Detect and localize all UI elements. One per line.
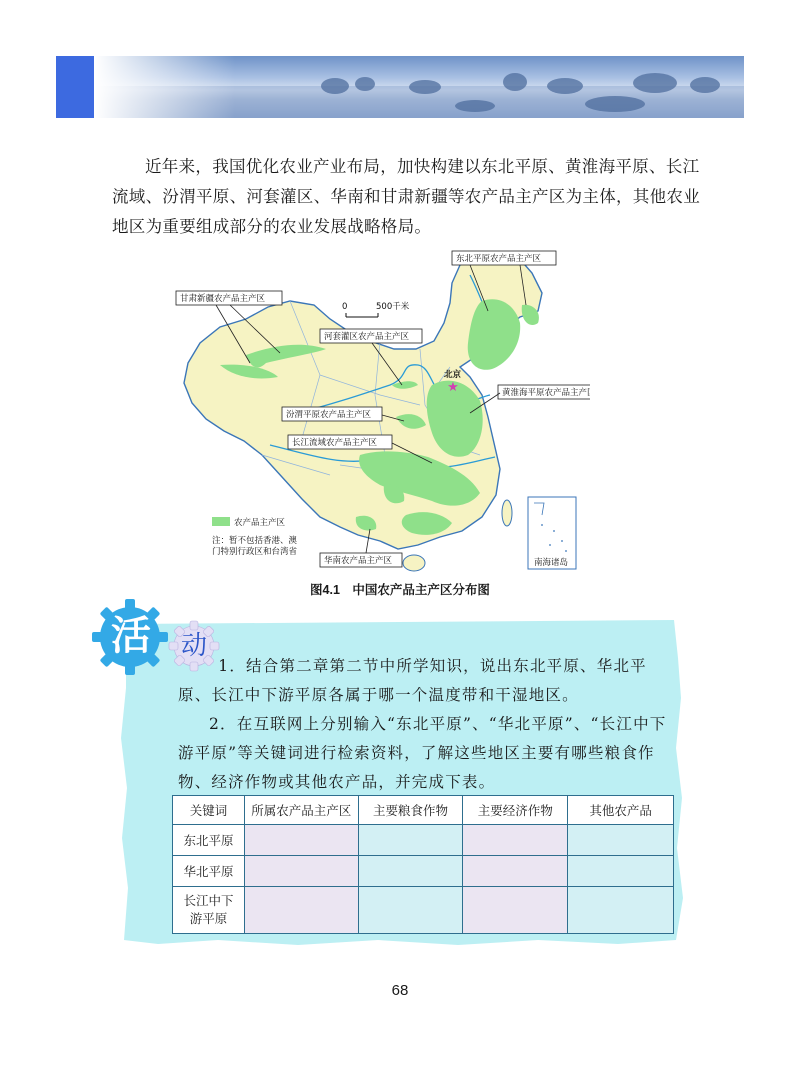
answer-cell[interactable] <box>568 887 674 934</box>
label-yangtze: 长江流域农产品主产区 <box>292 438 378 448</box>
answer-cell[interactable] <box>358 825 463 856</box>
answer-cell[interactable] <box>463 856 568 887</box>
table-header: 关键词 <box>173 796 245 825</box>
activity-badge-small: 动 <box>180 631 207 661</box>
table-header-row <box>173 796 674 825</box>
answer-cell[interactable] <box>244 856 358 887</box>
answer-cell[interactable] <box>568 825 674 856</box>
hainan-island <box>403 555 425 571</box>
table-row <box>173 825 674 856</box>
answer-cell[interactable] <box>358 856 463 887</box>
header-landscape-image <box>95 56 744 118</box>
table-header: 主要经济作物 <box>463 796 568 825</box>
activity-text <box>178 652 678 797</box>
page-number: 68 <box>391 982 409 999</box>
answer-cell[interactable] <box>358 887 463 934</box>
row-keyword: 华北平原 <box>173 856 245 887</box>
label-gansu-xinjiang: 甘肃新疆农产品主产区 <box>180 294 266 304</box>
table-header: 其他农产品 <box>568 796 674 825</box>
scale-zero: 0 <box>342 302 348 312</box>
china-agriculture-map <box>170 245 590 580</box>
intro-paragraph: 近年来，我国优化农业产业布局，加快构建以东北平原、黄淮海平原、长江流域、汾渭平原、河套灌区、华南和甘肃新疆等农产品主产区为主体，其他农业地区为重要组成部分的农业发展战略格局。 <box>112 157 700 236</box>
activity-item-2: 2．在互联网上分别输入“东北平原”、“华北平原”、“长江中下游平原”等关键词进行检索资料，了解这些地区主要有哪些粮食作物、经济作物或其他农产品，并完成下表。 <box>178 715 667 791</box>
table-header: 所属农产品主产区 <box>244 796 358 825</box>
row-keyword: 长江中下游平原 <box>173 887 245 934</box>
inset-label: 南海诸岛 <box>534 558 569 568</box>
label-south: 华南农产品主产区 <box>324 556 393 566</box>
row-keyword: 东北平原 <box>173 825 245 856</box>
map-note-line1: 注：暂不包括香港、澳 <box>212 536 298 546</box>
map-note-line2: 门特别行政区和台湾省 <box>212 547 298 557</box>
table-row <box>173 856 674 887</box>
answer-cell[interactable] <box>568 856 674 887</box>
capital-label: 北京 <box>444 370 462 380</box>
label-fenwei: 汾渭平原农产品主产区 <box>286 410 372 420</box>
activity-table <box>172 795 674 934</box>
legend-label: 农产品主产区 <box>234 518 286 528</box>
table-row <box>173 887 674 934</box>
label-huanghuaihai: 黄淮海平原农产品主产区 <box>502 388 590 398</box>
activity-badge-big: 活 <box>111 613 151 659</box>
region-northeast <box>468 299 520 370</box>
answer-cell[interactable] <box>463 825 568 856</box>
capital-star: ★ <box>447 380 459 395</box>
label-northeast: 东北平原农产品主产区 <box>456 254 542 264</box>
answer-cell[interactable] <box>244 825 358 856</box>
header-accent-block <box>56 56 94 118</box>
label-hetao: 河套灌区农产品主产区 <box>324 332 410 342</box>
answer-cell[interactable] <box>244 887 358 934</box>
table-header: 主要粮食作物 <box>358 796 463 825</box>
scale-label: 500千米 <box>376 302 410 312</box>
activity-item-1: 1．结合第二章第二节中所学知识，说出东北平原、华北平原、长江中下游平原各属于哪一个温度带和干湿地区。 <box>178 657 647 704</box>
intro-text <box>112 152 702 242</box>
legend-swatch <box>212 517 230 526</box>
taiwan-island <box>502 500 512 526</box>
figure-caption: 图4.1 中国农产品主产区分布图 <box>310 583 490 597</box>
answer-cell[interactable] <box>463 887 568 934</box>
